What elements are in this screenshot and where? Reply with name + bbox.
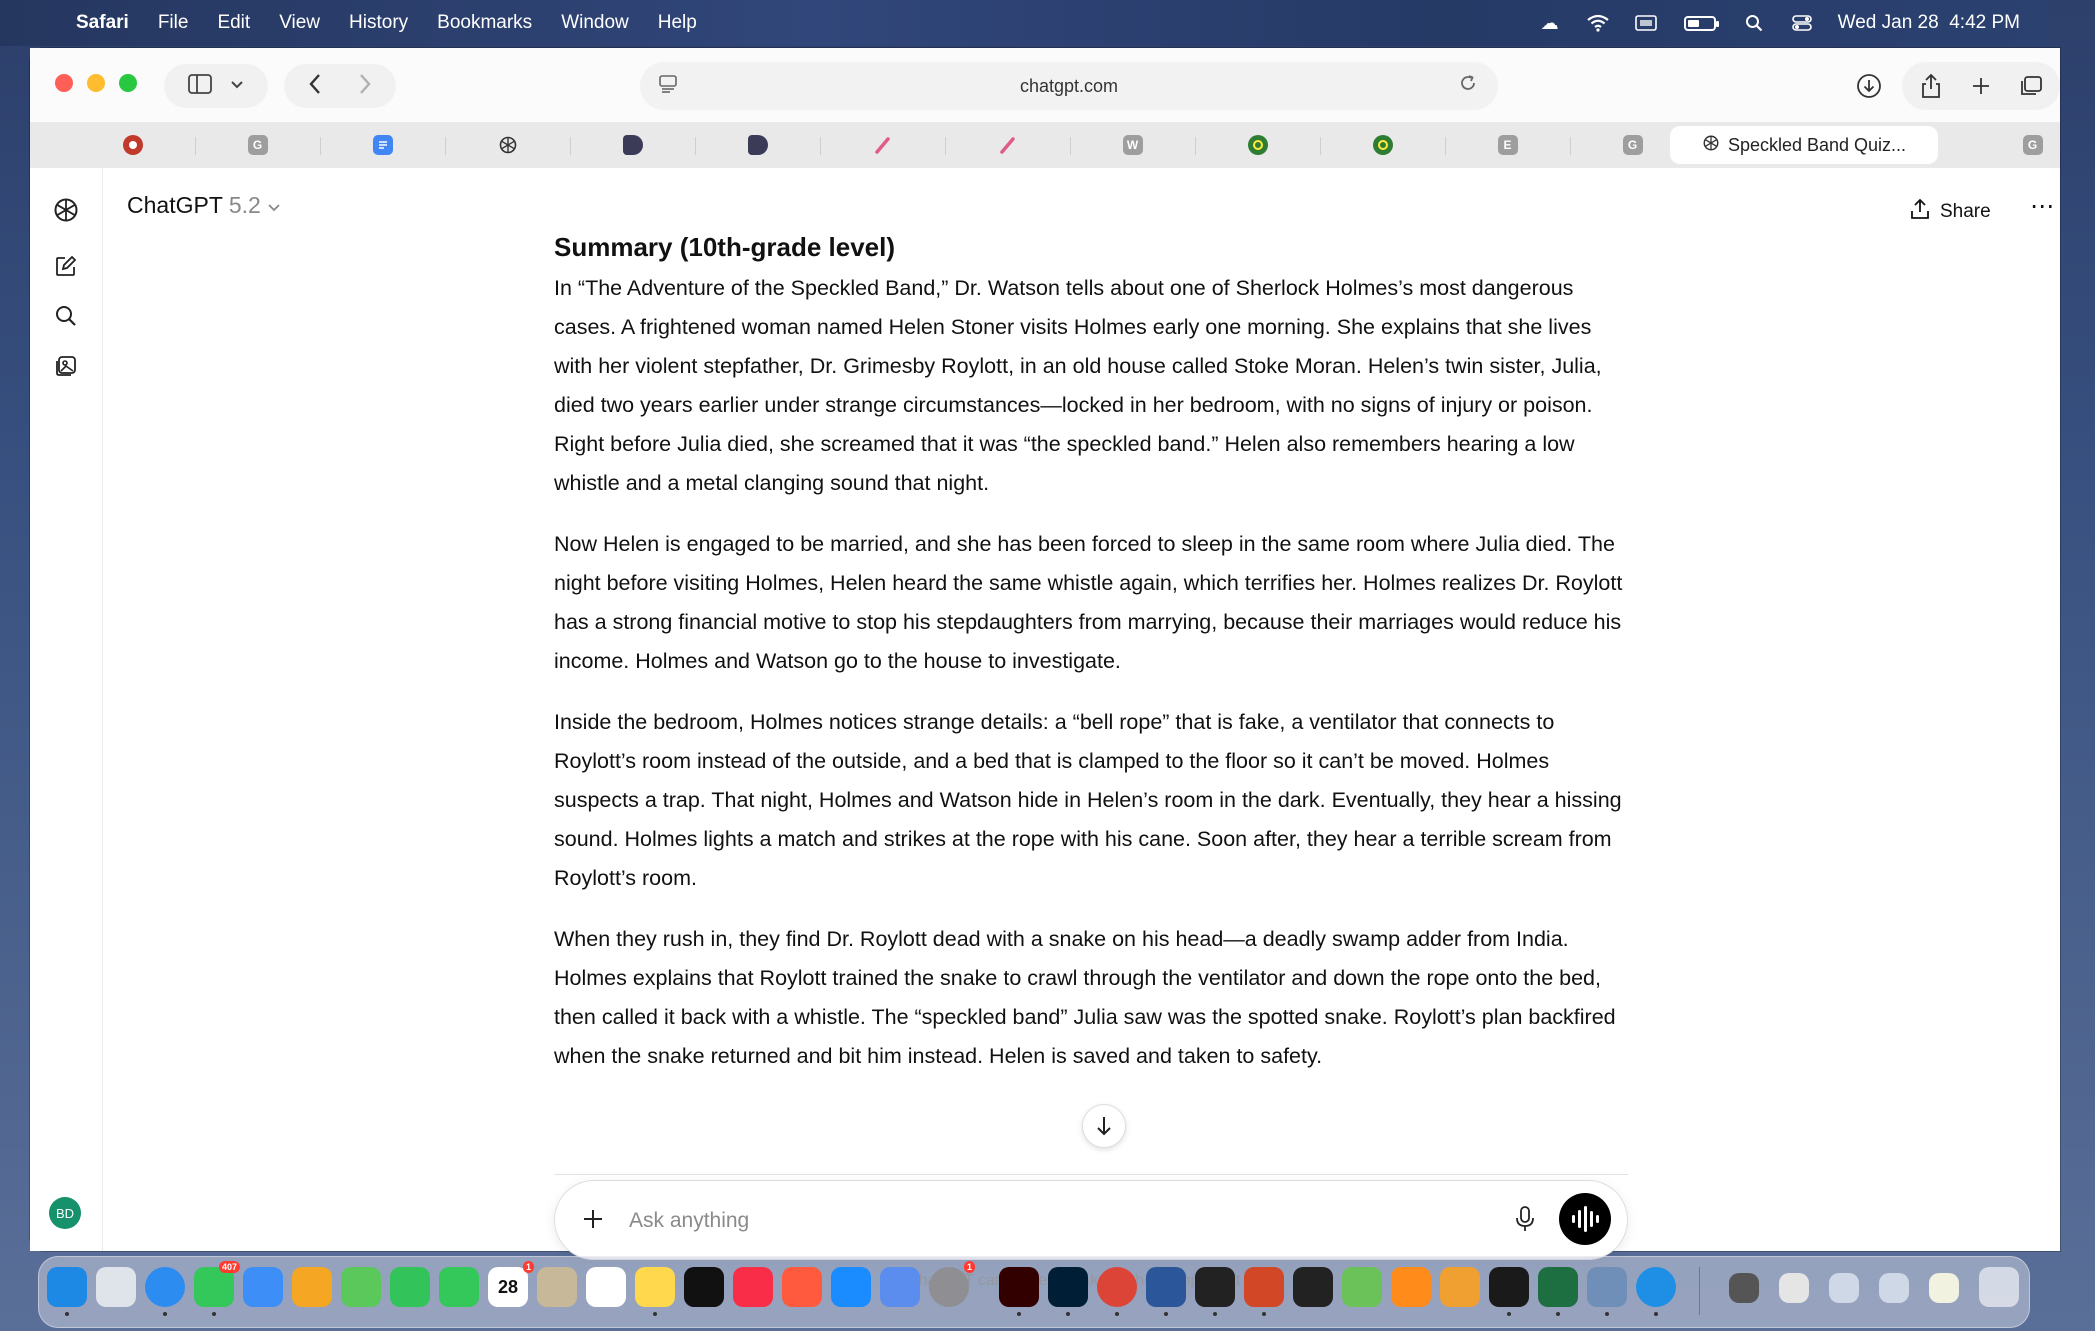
disk-icon[interactable] (1587, 1267, 1627, 1307)
menu-file[interactable]: File (157, 12, 189, 33)
reload-icon[interactable] (1458, 73, 1478, 99)
battery-icon[interactable] (1682, 13, 1718, 33)
app-store-icon[interactable] (831, 1267, 871, 1307)
chevron-down-icon (267, 192, 281, 219)
chatgpt-sidebar-rail (30, 168, 103, 1251)
tab-1[interactable] (70, 127, 195, 163)
menu-bar (0, 0, 2048, 46)
composer (554, 1180, 1628, 1260)
spotlight-search-icon[interactable] (1742, 13, 1766, 33)
tab-title: Speckled Band Quiz... (1727, 134, 1907, 155)
excel-icon[interactable] (1538, 1267, 1578, 1307)
minimized-window-icon[interactable] (1929, 1273, 1959, 1303)
tab-14[interactable] (1970, 127, 2095, 163)
docs-icon (373, 135, 393, 155)
control-center-icon[interactable] (1790, 13, 1814, 33)
tab-10[interactable] (1195, 127, 1320, 163)
contacts-icon[interactable] (537, 1267, 577, 1307)
tab-3[interactable] (320, 127, 445, 163)
status-area (1538, 0, 2020, 46)
mail-icon[interactable] (243, 1267, 283, 1307)
launchpad-icon[interactable] (96, 1267, 136, 1307)
voice-mode-button[interactable] (1559, 1193, 1611, 1245)
tab-12[interactable] (1445, 127, 1570, 163)
summary-paragraph-2: Now Helen is engaged to be married, and she has been forced to sleep in the same room where Julia died. The night before visiting Holmes, Helen heard the same whistle again, which terrifies her. Holmes realizes Dr. Roylott has a strong financial motive to stop his stepdaughters from marrying, because their marriages would reduce his income. Holmes and Watson go to the house to investigate. (554, 532, 1623, 673)
tab-9[interactable] (1070, 127, 1195, 163)
tab-2[interactable] (195, 127, 320, 163)
menu-window[interactable]: Window (561, 12, 629, 33)
more-options-icon[interactable]: ⋯ (2030, 193, 2054, 220)
url-text: chatgpt.com (1019, 75, 1119, 96)
sidebar-toggle-button[interactable] (164, 64, 268, 108)
openai-icon (1702, 134, 1720, 157)
menu-bar-clock[interactable]: Wed Jan 28 4:42 PM (1837, 12, 2020, 33)
terminal-icon[interactable] (1195, 1267, 1235, 1307)
messages-icon[interactable] (194, 1262, 237, 1307)
pen-icon (873, 135, 893, 155)
close-window-button[interactable] (55, 74, 73, 92)
address-bar[interactable] (640, 62, 1498, 110)
photoshop-icon[interactable] (1048, 1267, 1088, 1307)
dock-separator (1699, 1267, 1700, 1315)
tab-active[interactable] (1670, 126, 1938, 164)
openai-logo-icon[interactable] (52, 196, 80, 224)
summary-paragraph-3: Inside the bedroom, Holmes notices strange details: a “bell rope” that is fake, a ventilator that connects to Roylott’s room instead of the outside, and a bed that is clamped to the floor so it can’t be moved. Holmes suspects a trap. That night, Holmes and Watson hide in Helen’s room in the dark. Eventually, they hear a hissing sound. Holmes lights a match and strikes at the rope with his cane. Soon after, they hear a terrible scream from Roylott’s room. (554, 710, 1622, 890)
assistant-message (554, 216, 1628, 1098)
trash-icon[interactable] (1979, 1267, 2019, 1307)
minimized-window-icon[interactable] (1779, 1273, 1809, 1303)
navigation-buttons (284, 64, 396, 108)
quicktime-icon[interactable] (1636, 1267, 1676, 1307)
app-menu-safari[interactable]: Safari (76, 12, 129, 33)
settings-badge: 1 (964, 1261, 975, 1273)
downloads-icon[interactable] (1844, 62, 1894, 110)
library-icon[interactable] (52, 352, 80, 380)
minimized-window-icon[interactable] (1879, 1273, 1909, 1303)
keyboard-icon[interactable] (1634, 13, 1658, 33)
notebook-icon[interactable] (1440, 1267, 1480, 1307)
safari-icon[interactable] (145, 1267, 185, 1307)
toolbar-action-group (1902, 62, 2060, 110)
settings-icon[interactable] (929, 1262, 972, 1307)
sidebar-icon (188, 74, 212, 99)
share-icon (1910, 198, 1930, 226)
zoom-window-button[interactable] (119, 74, 137, 92)
safari-window (30, 48, 2060, 1251)
model-version: 5.2 (228, 192, 261, 218)
photos-icon[interactable] (292, 1267, 332, 1307)
new-chat-icon[interactable] (52, 252, 80, 280)
avatar[interactable]: BD (49, 1197, 81, 1229)
reminders-icon[interactable] (586, 1267, 626, 1307)
summary-paragraph-4: When they rush in, they find Dr. Roylott dead with a snake on his head—a deadly swamp adder from India. Holmes explains that Roylott trained the snake to crawl through the ventilator and down the rope onto the bed, then called it back with a whistle. The “speckled band” Julia saw was the spotted snake. Roylott’s plan backfired when the snake returned and bit him instead. Helen is saved and taken to safety. (554, 927, 1616, 1068)
microphone-icon[interactable] (1515, 1205, 1535, 1240)
forward-icon[interactable] (358, 71, 372, 102)
chatgpt-page (30, 168, 2060, 1251)
google-g-icon: G (1623, 135, 1643, 155)
tab-bar (30, 122, 2060, 168)
menu-bookmarks[interactable]: Bookmarks (437, 12, 533, 33)
bookmark-tag-icon (623, 135, 643, 155)
books-icon[interactable] (1391, 1267, 1431, 1307)
tab-5[interactable] (570, 127, 695, 163)
tab-4[interactable] (445, 127, 570, 163)
share-page-icon[interactable] (1906, 62, 1956, 110)
w-icon: W (1123, 135, 1143, 155)
model-name: ChatGPT (127, 192, 223, 218)
composer-divider (554, 1174, 1628, 1175)
music-icon[interactable] (733, 1267, 773, 1307)
finder-icon[interactable] (47, 1267, 87, 1307)
word-icon[interactable] (1146, 1267, 1186, 1307)
e-icon: E (1498, 135, 1518, 155)
prompt-input[interactable] (627, 1203, 1511, 1239)
notes-icon[interactable] (635, 1267, 675, 1307)
pen-icon (998, 135, 1018, 155)
minimized-window-icon[interactable] (1829, 1273, 1859, 1303)
phone-icon[interactable] (439, 1267, 479, 1307)
tab-8[interactable] (945, 127, 1070, 163)
tv-icon[interactable] (684, 1267, 724, 1307)
facetime-icon[interactable] (390, 1267, 430, 1307)
summary-paragraph-1: In “The Adventure of the Speckled Band,” Dr. Watson tells about one of Sherlock Holmes’s most dangerous cases. A frightened woman named Helen Stoner visits Holmes early one morning. She explains that she lives with her violent stepfather, Dr. Grimesby Roylott, in an old house called Stoke Moran. Helen’s twin sister, Julia, died two years earlier under strange circumstances—locked in her bedroom, with no signs of injury or poison. Right before Julia died, she screamed that it was “the speckled band.” Helen also remembers hearing a low whistle and a metal clanging sound that night. (554, 276, 1602, 495)
piano-icon[interactable] (1293, 1267, 1333, 1307)
scroll-to-bottom-button[interactable] (1082, 1104, 1126, 1148)
tab-overview-icon[interactable] (2006, 62, 2056, 110)
dock (38, 1256, 2030, 1328)
summary-heading: Summary (10th-grade level) (554, 232, 896, 262)
share-button[interactable] (1910, 198, 1991, 226)
preview-icon[interactable] (880, 1267, 920, 1307)
chevron-down-icon (230, 77, 244, 95)
menu-edit[interactable]: Edit (217, 12, 251, 33)
google-g-icon: G (248, 135, 268, 155)
calendar-badge: 1 (523, 1261, 534, 1273)
sheets-icon[interactable] (1342, 1267, 1382, 1307)
wifi-icon[interactable] (1586, 13, 1610, 33)
tab-6[interactable] (695, 127, 820, 163)
illustrator-icon[interactable] (999, 1267, 1039, 1307)
grader-icon (1373, 135, 1393, 155)
toolbar-right-buttons (1844, 62, 2060, 110)
model-picker[interactable] (127, 192, 281, 219)
bookmark-tag-icon (748, 135, 768, 155)
chrome-icon[interactable] (1097, 1267, 1137, 1307)
minimized-window-icon[interactable] (1729, 1273, 1759, 1303)
new-tab-icon[interactable] (1956, 62, 2006, 110)
audio-icon[interactable] (1489, 1267, 1529, 1307)
grader-icon (1248, 135, 1268, 155)
tab-11[interactable] (1320, 127, 1445, 163)
add-attachment-icon[interactable] (581, 1199, 605, 1239)
tab-7[interactable] (820, 127, 945, 163)
creative-cloud-icon[interactable]: ☁ (1540, 12, 1559, 33)
calendar-day: 28 (497, 1276, 519, 1297)
rocket-icon[interactable] (782, 1267, 822, 1307)
google-g-icon: G (2023, 135, 2043, 155)
target-icon (123, 135, 143, 155)
maps-icon[interactable] (341, 1267, 381, 1307)
safari-toolbar (30, 48, 2060, 124)
openai-icon (498, 135, 518, 155)
messages-badge: 407 (219, 1261, 240, 1273)
minimize-window-button[interactable] (87, 74, 105, 92)
menu-view[interactable]: View (279, 12, 321, 33)
menu-history[interactable]: History (349, 12, 409, 33)
menu-help[interactable]: Help (657, 12, 697, 33)
search-chats-icon[interactable] (52, 302, 80, 330)
share-label: Share (1940, 201, 1991, 222)
calendar-icon[interactable] (488, 1262, 531, 1307)
powerpoint-icon[interactable] (1244, 1267, 1284, 1307)
back-icon[interactable] (308, 71, 322, 102)
